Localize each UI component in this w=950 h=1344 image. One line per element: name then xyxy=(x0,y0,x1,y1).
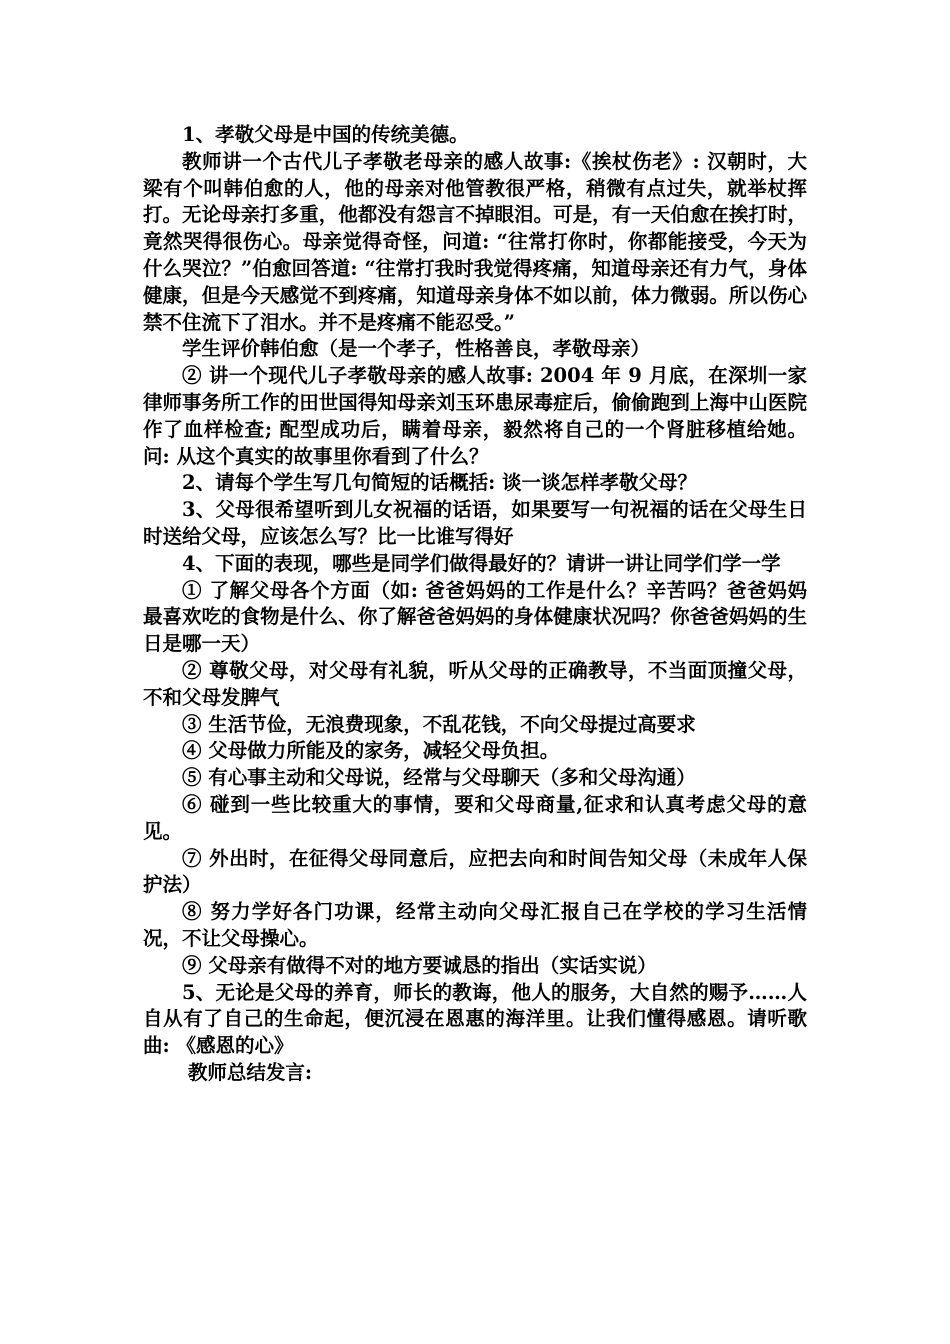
paragraph-1: 1、孝敬父母是中国的传统美德。 xyxy=(182,123,469,146)
paragraph-7: 4、下面的表现，哪些是同学们做得最好的？请讲一讲让同学们学一学 xyxy=(182,551,781,575)
paragraph-6: 3、父母很希望听到儿女祝福的话语，如果要写一句祝福的话在父母生日时送给父母，应该怎么写？比一比谁写得好 xyxy=(143,498,807,548)
paragraph-3: 学生评价韩伯愈（是一个孝子，性格善良，孝敬母亲） xyxy=(182,337,651,361)
paragraph-12: ⑤ 有心事主动和父母说，经常与父母聊天（多和父母沟通） xyxy=(182,766,696,790)
paragraph-14: ⑦ 外出时，在征得父母同意后，应把去向和时间告知父母（未成年人保护法） xyxy=(143,846,807,897)
paragraph-2: 教师讲一个古代儿子孝敬老母亲的感人故事:《挨杖伤老》: 汉朝时，大梁有个叫韩伯愈的人，他的母亲对他管教很严格，稍微有点过失，就举杖挥打。无论母亲打多重，他都没有怨言不掉眼泪。可是，有一天伯愈在挨打时，竟然哭得很伤心。母亲觉得奇怪，问道: “往常打你时，你都能接受，今天为什么哭泣？”伯愈回答道: “往常打我时我觉得疼痛，知道母亲还有力气，身体健康，但是今天感觉不到疼痛，知道母亲身体不如以前，体力微弱。所以伤心禁不住流下了泪水。并不是疼痛不能忍受。” xyxy=(143,149,807,334)
paragraph-9: ② 尊敬父母，对父母有礼貌，听从父母的正确教导，不当面顶撞父母，不和父母发脾气 xyxy=(143,658,807,709)
paragraph-15: ⑧ 努力学好各门功课，经常主动向父母汇报自己在学校的学习生活情况，不让父母操心。 xyxy=(143,900,807,950)
paragraph-8: ① 了解父母各个方面（如: 爸爸妈妈的工作是什么？辛苦吗？爸爸妈妈最喜欢吃的食物是什么、你了解爸爸妈妈的身体健康状况吗？你爸爸妈妈的生日是哪一天） xyxy=(143,578,807,656)
document-body xyxy=(143,122,807,1087)
paragraph-17: 5、无论是父母的养育，师长的教诲，他人的服务，大自然的赐予……人自从有了自己的生命起，便沉浸在恩惠的海洋里。让我们懂得感恩。请听歌曲: 《感恩的心》 xyxy=(143,980,807,1058)
paragraph-16: ⑨ 父母亲有做得不对的地方要诚恳的指出（实话实说） xyxy=(182,953,657,977)
paragraph-4: ② 讲一个现代儿子孝敬母亲的感人故事: 2004 年 9 月底，在深圳一家律师事务所工作的田世国得知母亲刘玉环患尿毒症后，偷偷跑到上海中山医院作了血样检查; 配型成功后，瞒着母亲，毅然将自己的一个肾脏移植给她。问: 从这个真实的故事里你看到了什么？ xyxy=(143,364,807,468)
paragraph-5: 2、请每个学生写几句简短的话概括: 谈一谈怎样孝敬父母？ xyxy=(182,471,698,495)
paragraph-13: ⑥ 碰到一些比较重大的事情，要和父母商量,征求和认真考虑父母的意见。 xyxy=(143,792,807,843)
paragraph-10: ③ 生活节俭，无浪费现象，不乱花钱，不向父母提过高要求 xyxy=(182,712,696,736)
paragraph-18: 教师总结发言: xyxy=(187,1060,313,1084)
paragraph-11: ④ 父母做力所能及的家务，减轻父母负担。 xyxy=(182,739,560,763)
